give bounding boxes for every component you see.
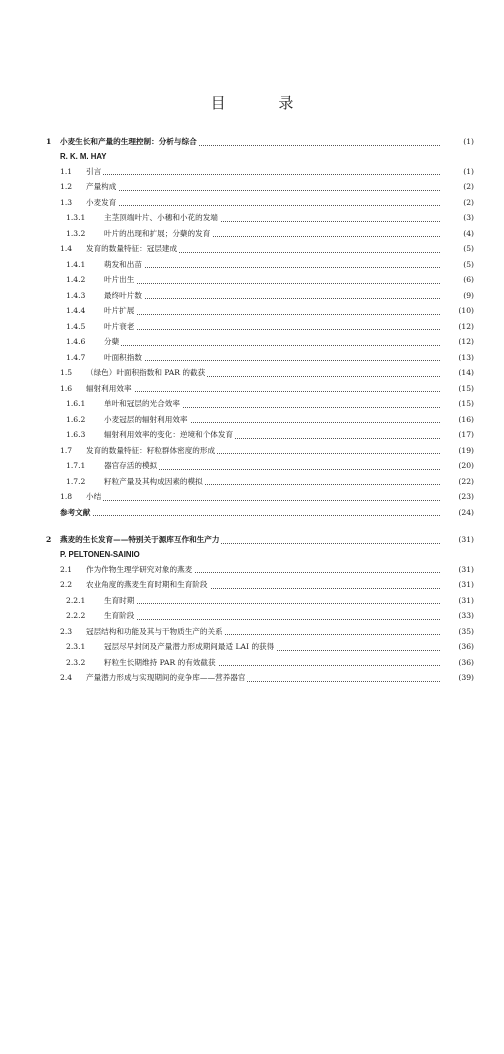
entry-title: 器官存活的模拟 <box>104 458 159 474</box>
entry-title: 萌发和出苗 <box>104 257 144 273</box>
entry-number: 1.2 <box>60 182 73 191</box>
entry-number: 2.2.1 <box>66 595 86 605</box>
entry-number: 1.4.3 <box>66 290 86 300</box>
entry-title: 作为作物生理学研究对象的燕麦 <box>86 562 194 578</box>
entry-page: (24) <box>440 505 474 521</box>
entry-page: (2) <box>440 195 474 211</box>
entry-title: 辐射利用效率 <box>86 381 134 397</box>
entry-title: 辐射利用效率的变化：逆境和个体发育 <box>104 427 235 443</box>
author-name: P. PELTONEN-SAINIO <box>60 548 142 562</box>
entry-title: 单叶和冠层的光合效率 <box>104 396 182 412</box>
entry-title: 最终叶片数 <box>104 288 144 304</box>
entry-title: 籽粒生长期维持 PAR 的有效截获 <box>104 655 218 671</box>
entry-page: (13) <box>440 350 474 366</box>
entry-page: (35) <box>440 624 474 640</box>
entry-number: 2.1 <box>60 564 73 574</box>
leader-dots <box>104 314 440 331</box>
entry-page: (4) <box>440 226 474 242</box>
leader-dots <box>86 376 440 393</box>
entry-number: 1.6.3 <box>66 430 86 439</box>
entry-number: 1.4 <box>60 244 73 253</box>
entry-page: (36) <box>440 639 474 655</box>
entry-number: 1.7.2 <box>66 476 86 486</box>
entry-page: (22) <box>440 474 474 490</box>
entry-number: 1.4.7 <box>66 352 86 362</box>
entry-page: (23) <box>440 489 474 505</box>
entry-page: (15) <box>440 381 474 397</box>
leader-dots <box>60 500 440 517</box>
entry-number: 2.4 <box>60 673 73 682</box>
entry-title: 小麦发育 <box>86 195 118 211</box>
leader-dots <box>104 588 440 605</box>
entry-page: (17) <box>440 427 474 443</box>
leader-dots <box>104 345 440 362</box>
chapter-number: 2 <box>46 535 52 544</box>
entry-title: 籽粒产量及其构成因素的模拟 <box>104 474 205 490</box>
entry-page: (9) <box>440 288 474 304</box>
entry-number: 1.5 <box>60 368 73 377</box>
leader-dots <box>104 267 440 284</box>
entry-number: 2.3.2 <box>66 657 86 667</box>
entry-page: (6) <box>440 272 474 288</box>
chapter-heading[interactable] <box>0 134 504 150</box>
entry-title: 叶片的出现和扩展；分蘖的发育 <box>104 226 212 242</box>
entry-title: 产量构成 <box>86 179 118 195</box>
entry-title: 产量潜力形成与实现期间的竞争库——营养器官 <box>86 670 247 686</box>
entry-title: 生育阶段 <box>104 608 136 624</box>
entry-title: 参考文献 <box>60 505 92 521</box>
entry-page: (36) <box>440 655 474 671</box>
entry-page: (39) <box>440 670 474 686</box>
chapter-page: (1) <box>440 134 474 150</box>
entry-page: (5) <box>440 257 474 273</box>
entry-number: 1.4.6 <box>66 337 86 346</box>
entry-page: (5) <box>440 241 474 257</box>
author-name: R. K. M. HAY <box>60 150 109 164</box>
entry-title: 发育的数量特征：籽粒群体密度的形成 <box>86 443 217 459</box>
entry-number: 1.4.1 <box>66 259 86 269</box>
leader-dots <box>86 159 440 176</box>
entry-title: 叶片出生 <box>104 272 136 288</box>
chapter-page: (31) <box>440 532 474 548</box>
leader-dots <box>86 484 440 501</box>
entry-title: 叶片扩展 <box>104 303 136 319</box>
entry-number: 1.4.4 <box>66 306 86 315</box>
entry-title: 发育的数量特征：冠层建成 <box>86 241 179 257</box>
entry-number: 1.6.2 <box>66 414 86 424</box>
entry-number: 2.3 <box>60 626 73 636</box>
entry-title: 冠层结构和功能及其与干物质生产的关系 <box>86 624 225 640</box>
entry-page: (2) <box>440 179 474 195</box>
entry-title: 冠层尽早封闭及产量潜力形成期间最适 LAI 的获得 <box>104 639 276 655</box>
entry-page: (31) <box>440 562 474 578</box>
entry-title: 农业角度的燕麦生育时期和生育阶段 <box>86 577 210 593</box>
leader-dots <box>104 283 440 300</box>
entry-number: 2.2.2 <box>66 611 86 620</box>
entry-page: (12) <box>440 334 474 350</box>
entry-page: (31) <box>440 593 474 609</box>
entry-title: 分蘖 <box>104 334 121 350</box>
entry-number: 1.4.2 <box>66 275 86 284</box>
chapter-number: 1 <box>46 137 52 146</box>
toc-entry[interactable] <box>0 505 504 521</box>
entry-page: (14) <box>440 365 474 381</box>
entry-page: (15) <box>440 396 474 412</box>
entry-number: 1.3 <box>60 197 73 207</box>
leader-dots <box>86 174 440 191</box>
entry-title: 主茎顶端叶片、小穗和小花的发端 <box>104 210 220 226</box>
entry-title: 引言 <box>86 164 103 180</box>
entry-number: 2.3.1 <box>66 642 86 651</box>
entry-title: 小结 <box>86 489 103 505</box>
entry-number: 1.3.2 <box>66 228 86 238</box>
entry-number: 2.2 <box>60 580 73 589</box>
entry-number: 1.6 <box>60 383 73 393</box>
entry-title: （绿色）叶面积指数和 PAR 的截获 <box>86 365 207 381</box>
entry-number: 1.3.1 <box>66 213 86 222</box>
entry-number: 1.6.1 <box>66 399 86 408</box>
leader-dots <box>86 190 440 207</box>
entry-title: 叶面积指数 <box>104 350 144 366</box>
entry-page: (33) <box>440 608 474 624</box>
entry-page: (31) <box>440 577 474 593</box>
entry-page: (12) <box>440 319 474 335</box>
table-of-contents <box>0 134 504 686</box>
entry-page: (10) <box>440 303 474 319</box>
leader-dots <box>104 329 440 346</box>
entry-page: (19) <box>440 443 474 459</box>
entry-page: (3) <box>440 210 474 226</box>
entry-number: 1.1 <box>60 166 73 176</box>
entry-number: 1.7.1 <box>66 461 86 470</box>
entry-page: (16) <box>440 412 474 428</box>
entry-page: (20) <box>440 458 474 474</box>
page-title: 目 录 <box>210 94 318 112</box>
leader-dots <box>104 298 440 315</box>
chapter-title: 小麦生长和产量的生理控制：分析与综合 <box>60 134 199 150</box>
leader-dots <box>104 252 440 269</box>
entry-title: 叶片衰老 <box>104 319 136 335</box>
chapter-title: 燕麦的生长发育——特别关于源库互作和生产力 <box>60 532 221 548</box>
entry-number: 1.4.5 <box>66 321 86 331</box>
entry-number: 1.8 <box>60 492 73 501</box>
chapter-heading[interactable] <box>0 532 504 548</box>
entry-page: (1) <box>440 164 474 180</box>
entry-title: 小麦冠层的辐射利用效率 <box>104 412 190 428</box>
leader-dots <box>104 603 440 620</box>
toc-entry[interactable] <box>0 670 504 686</box>
entry-number: 1.7 <box>60 445 73 455</box>
entry-title: 生育时期 <box>104 593 136 609</box>
